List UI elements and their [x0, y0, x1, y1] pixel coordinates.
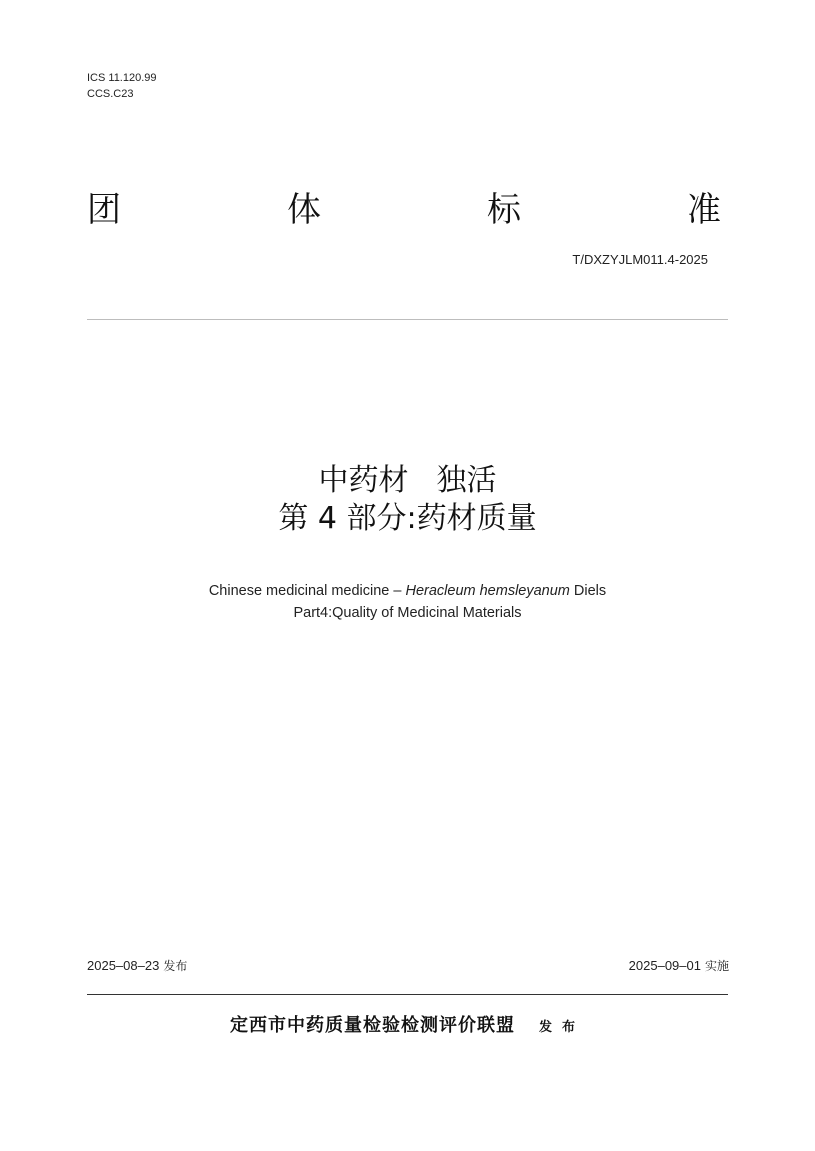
- top-divider: [87, 319, 728, 320]
- classification-codes: [87, 70, 157, 102]
- standard-type-char-2: 体: [287, 190, 321, 230]
- bottom-divider: [87, 994, 728, 995]
- english-title-species: Heracleum hemsleyanum: [405, 583, 570, 599]
- publisher-name: 定西市中药质量检验检测评价联盟: [229, 1015, 515, 1036]
- english-title-line-2: Part4:Quality of Medicinal Materials: [293, 605, 522, 621]
- english-title: [0, 580, 815, 624]
- english-title-suffix: Diels: [569, 583, 607, 599]
- standard-type-char-3: 标: [487, 190, 521, 230]
- standard-code: T/DXZYJLM011.4-2025: [572, 252, 708, 267]
- title-line-1: [0, 462, 815, 500]
- implement-date-block: [629, 957, 729, 974]
- publisher-row: [0, 1011, 815, 1037]
- english-title-line-1: [0, 580, 815, 602]
- publish-date: 2025–08–23: [87, 958, 160, 973]
- title-line-1-part-a: 中药材: [318, 463, 409, 498]
- title-line-2: 第 4 部分:药材质量: [278, 501, 537, 536]
- ccs-code: CCS.C23: [87, 88, 134, 100]
- standard-type-char-4: 准: [687, 190, 721, 230]
- publish-date-label: 发布: [163, 959, 188, 973]
- english-title-prefix: Chinese medicinal medicine –: [208, 583, 406, 599]
- publisher-action: 发布: [538, 1020, 585, 1035]
- title-line-1-part-b: 独活: [436, 463, 497, 498]
- standard-type-heading: [87, 186, 721, 234]
- standard-type-char-1: 团: [87, 190, 121, 230]
- publish-date-block: [87, 957, 187, 974]
- document-title: [0, 462, 815, 538]
- ics-code: ICS 11.120.99: [87, 72, 157, 84]
- implement-date: 2025–09–01: [628, 958, 701, 973]
- implement-date-label: 实施: [704, 959, 729, 973]
